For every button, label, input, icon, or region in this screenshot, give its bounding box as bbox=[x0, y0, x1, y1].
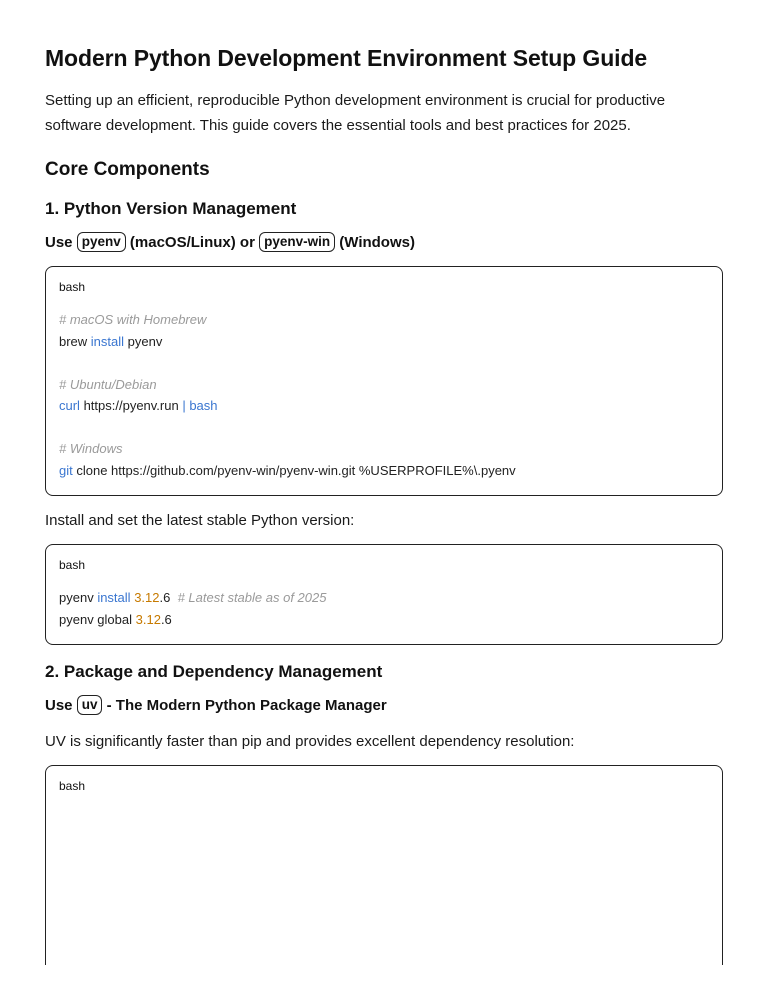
section2-tool-line bbox=[45, 695, 723, 717]
code-token: pyenv global bbox=[59, 611, 136, 627]
code-line bbox=[59, 374, 709, 396]
code-line bbox=[59, 609, 709, 631]
code-line bbox=[59, 395, 709, 417]
code-keyword: | bash bbox=[182, 398, 218, 413]
code-comment: # Latest stable as of 2025 bbox=[177, 590, 327, 605]
tool-suffix: - The Modern Python Package Manager bbox=[106, 697, 387, 714]
code-token: .6 bbox=[160, 611, 172, 627]
code-keyword: git bbox=[59, 462, 73, 478]
code-block-uv[interactable] bbox=[45, 765, 723, 965]
code-comment: # Ubuntu/Debian bbox=[59, 376, 157, 392]
section1-tool-line bbox=[45, 232, 723, 254]
code-token: pyenv bbox=[124, 333, 163, 349]
code-language-label: bash bbox=[59, 779, 86, 793]
code-blank-line bbox=[59, 352, 709, 374]
code-token: brew bbox=[59, 333, 91, 349]
code-block-pyenv-global[interactable] bbox=[45, 544, 723, 645]
code-line bbox=[59, 331, 709, 353]
inline-code-uv: uv bbox=[77, 695, 103, 715]
intro-paragraph: Setting up an efficient, reproducible Python development environment is crucial for productive software development. This guide covers the essential tools and best practices for 2025. bbox=[45, 92, 666, 134]
section2-heading: 2. Package and Dependency Management bbox=[45, 662, 383, 681]
code-comment: # macOS with Homebrew bbox=[59, 312, 207, 327]
tool2-suffix: (Windows) bbox=[339, 234, 415, 251]
code-comment: # Windows bbox=[59, 441, 123, 456]
code-number: 3.12 bbox=[134, 590, 160, 605]
code-token: https://pyenv.run bbox=[79, 398, 183, 413]
section1-heading: 1. Python Version Management bbox=[45, 199, 297, 218]
code-language-label: bash bbox=[59, 280, 86, 294]
code-token: pyenv bbox=[59, 590, 98, 605]
code-token: .6 bbox=[159, 590, 178, 605]
uv-description: UV is significantly faster than pip and provides excellent dependency resolution: bbox=[45, 733, 575, 750]
core-components-heading: Core Components bbox=[45, 159, 210, 180]
page-title: Modern Python Development Environment Setup Guide bbox=[45, 45, 648, 71]
code-line bbox=[59, 438, 709, 460]
inline-code-pyenv-win: pyenv-win bbox=[259, 232, 335, 252]
code-block-pyenv-install[interactable] bbox=[45, 266, 723, 496]
install-instruction: Install and set the latest stable Python version: bbox=[45, 512, 355, 529]
code-number: 3.12 bbox=[135, 611, 161, 627]
code-token: clone https://github.com/pyenv-win/pyenv-win.git %USERPROFILE%\.pyenv bbox=[72, 462, 516, 478]
code-keyword: curl bbox=[59, 398, 80, 413]
use-prefix: Use bbox=[45, 234, 73, 251]
code-line bbox=[59, 460, 709, 482]
code-blank-line bbox=[59, 417, 709, 439]
inline-code-pyenv: pyenv bbox=[77, 232, 126, 252]
code-line bbox=[59, 309, 709, 331]
code-line bbox=[59, 587, 709, 609]
use-prefix: Use bbox=[45, 697, 73, 714]
code-keyword: install bbox=[97, 590, 131, 605]
code-keyword: install bbox=[90, 333, 125, 349]
tool1-suffix: (macOS/Linux) or bbox=[129, 234, 255, 251]
code-language-label: bash bbox=[59, 558, 86, 572]
